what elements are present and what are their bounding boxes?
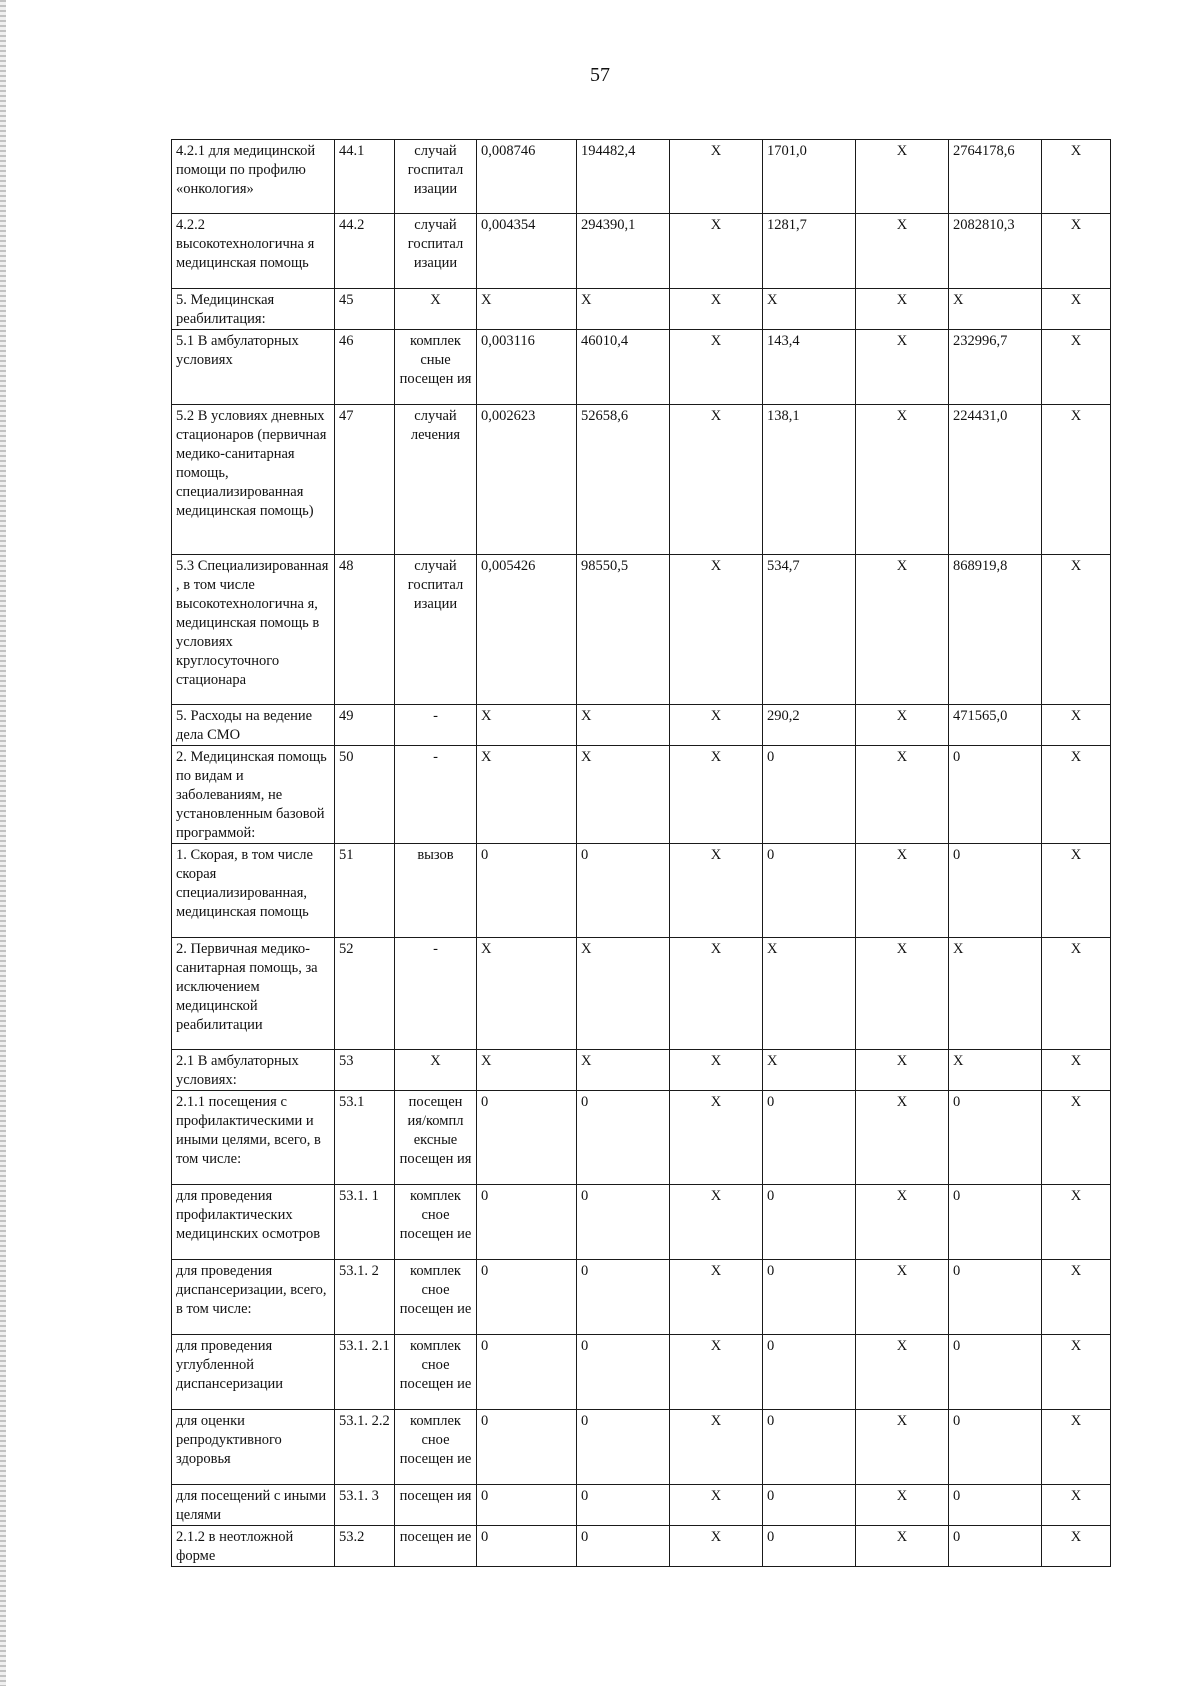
row-name: 2.1.1 посещения с профилактическими и иными целями, всего, в том числе: [172, 1091, 335, 1185]
cell-per-capita-budget: Х [670, 1410, 763, 1485]
row-unit: случай госпитал изации [395, 555, 477, 705]
row-code: 51 [335, 844, 395, 938]
cell-share: Х [1042, 1091, 1111, 1185]
row-code: 53.1. 3 [335, 1485, 395, 1526]
cell-total-budget: Х [856, 289, 949, 330]
row-unit: - [395, 938, 477, 1050]
cell-share: Х [1042, 1260, 1111, 1335]
row-name: 5.1 В амбулаторных условиях [172, 330, 335, 405]
row-unit: - [395, 746, 477, 844]
row-name: 4.2.2 высокотехнологична я медицинская помощь [172, 214, 335, 289]
cell-per-capita-oms: 534,7 [763, 555, 856, 705]
cell-total-oms: 0 [949, 1091, 1042, 1185]
cell-total-budget: Х [856, 1050, 949, 1091]
cell-share: Х [1042, 705, 1111, 746]
row-name: 5.3 Специализированная , в том числе высокотехнологична я, медицинская помощь в условиях круглосуточного стационара [172, 555, 335, 705]
cell-standard-volume: 0 [477, 1485, 577, 1526]
row-name: 2. Медицинская помощь по видам и заболеваниям, не установленным базовой программой: [172, 746, 335, 844]
row-name: 1. Скорая, в том числе скорая специализированная, медицинская помощь [172, 844, 335, 938]
cell-share: Х [1042, 405, 1111, 555]
cell-total-oms: 2764178,6 [949, 140, 1042, 214]
cell-cost-per-unit: 98550,5 [577, 555, 670, 705]
row-name: для проведения углубленной диспансеризации [172, 1335, 335, 1410]
cell-per-capita-oms: 1281,7 [763, 214, 856, 289]
cell-standard-volume: 0 [477, 1260, 577, 1335]
row-unit: комплек сные посещен ия [395, 330, 477, 405]
row-code: 53.1. 2.2 [335, 1410, 395, 1485]
cell-cost-per-unit: 0 [577, 1485, 670, 1526]
row-unit: комплек сное посещен ие [395, 1335, 477, 1410]
cell-total-oms: Х [949, 938, 1042, 1050]
table-row [172, 705, 1111, 746]
row-unit: вызов [395, 844, 477, 938]
cell-share: Х [1042, 289, 1111, 330]
row-code: 53 [335, 1050, 395, 1091]
cell-per-capita-budget: Х [670, 938, 763, 1050]
cell-total-budget: Х [856, 140, 949, 214]
table-row [172, 844, 1111, 938]
cell-total-oms: 0 [949, 746, 1042, 844]
cell-total-oms: 0 [949, 844, 1042, 938]
table-body [172, 140, 1111, 1567]
cell-standard-volume: 0,002623 [477, 405, 577, 555]
cell-cost-per-unit: 0 [577, 1526, 670, 1567]
table-row [172, 214, 1111, 289]
cell-total-oms: 2082810,3 [949, 214, 1042, 289]
cell-cost-per-unit: 194482,4 [577, 140, 670, 214]
row-code: 53.1. 2 [335, 1260, 395, 1335]
cell-per-capita-oms: 143,4 [763, 330, 856, 405]
cell-per-capita-oms: 0 [763, 1091, 856, 1185]
row-unit: случай госпитал изации [395, 140, 477, 214]
cell-per-capita-budget: Х [670, 405, 763, 555]
cell-standard-volume: 0 [477, 1335, 577, 1410]
cell-per-capita-budget: Х [670, 1260, 763, 1335]
row-code: 53.1. 2.1 [335, 1335, 395, 1410]
cell-total-budget: Х [856, 746, 949, 844]
cell-per-capita-oms: 0 [763, 1410, 856, 1485]
cell-standard-volume: Х [477, 289, 577, 330]
cell-share: Х [1042, 214, 1111, 289]
cell-standard-volume: Х [477, 1050, 577, 1091]
row-code: 52 [335, 938, 395, 1050]
table-row [172, 1485, 1111, 1526]
cell-per-capita-oms: Х [763, 289, 856, 330]
cell-share: Х [1042, 1185, 1111, 1260]
row-unit: комплек сное посещен ие [395, 1410, 477, 1485]
row-code: 47 [335, 405, 395, 555]
cell-per-capita-budget: Х [670, 1335, 763, 1410]
cell-standard-volume: 0,008746 [477, 140, 577, 214]
page-number: 57 [590, 64, 610, 86]
cell-share: Х [1042, 938, 1111, 1050]
cell-per-capita-oms: 0 [763, 1526, 856, 1567]
row-name: 2. Первичная медико-санитарная помощь, за исключением медицинской реабилитации [172, 938, 335, 1050]
cell-total-oms: 224431,0 [949, 405, 1042, 555]
cell-standard-volume: 0 [477, 1410, 577, 1485]
row-code: 48 [335, 555, 395, 705]
cell-per-capita-oms: 0 [763, 1260, 856, 1335]
row-unit: посещен ие [395, 1526, 477, 1567]
table-row [172, 555, 1111, 705]
cell-standard-volume: 0 [477, 1526, 577, 1567]
cell-per-capita-budget: Х [670, 844, 763, 938]
cell-share: Х [1042, 140, 1111, 214]
cell-standard-volume: 0,005426 [477, 555, 577, 705]
row-name: 5.2 В условиях дневных стационаров (первичная медико-санитарная помощь, специализированная медицинская помощь) [172, 405, 335, 555]
row-unit: комплек сное посещен ие [395, 1185, 477, 1260]
cell-per-capita-budget: Х [670, 1185, 763, 1260]
cell-per-capita-oms: 0 [763, 746, 856, 844]
cell-total-budget: Х [856, 1335, 949, 1410]
row-unit: - [395, 705, 477, 746]
cell-share: Х [1042, 555, 1111, 705]
row-code: 53.1. 1 [335, 1185, 395, 1260]
row-code: 50 [335, 746, 395, 844]
cell-per-capita-budget: Х [670, 1485, 763, 1526]
cell-cost-per-unit: 46010,4 [577, 330, 670, 405]
cell-per-capita-budget: Х [670, 289, 763, 330]
table-row [172, 289, 1111, 330]
row-unit: случай госпитал изации [395, 214, 477, 289]
cell-per-capita-budget: Х [670, 330, 763, 405]
table-row [172, 1185, 1111, 1260]
cell-cost-per-unit: 52658,6 [577, 405, 670, 555]
row-name: 5. Медицинская реабилитация: [172, 289, 335, 330]
cell-total-oms: Х [949, 289, 1042, 330]
row-code: 46 [335, 330, 395, 405]
row-code: 44.2 [335, 214, 395, 289]
cell-total-budget: Х [856, 214, 949, 289]
cell-cost-per-unit: 0 [577, 1335, 670, 1410]
cell-total-oms: 0 [949, 1260, 1042, 1335]
cell-cost-per-unit: Х [577, 1050, 670, 1091]
data-table [171, 139, 1111, 1567]
cell-share: Х [1042, 1526, 1111, 1567]
scan-edge [0, 0, 6, 1686]
cell-per-capita-oms: 0 [763, 1335, 856, 1410]
cell-standard-volume: 0 [477, 1091, 577, 1185]
cell-total-oms: 0 [949, 1185, 1042, 1260]
cell-share: Х [1042, 1050, 1111, 1091]
cell-cost-per-unit: 0 [577, 1260, 670, 1335]
cell-per-capita-budget: Х [670, 1050, 763, 1091]
cell-total-budget: Х [856, 844, 949, 938]
table-row [172, 330, 1111, 405]
row-name: для проведения профилактических медицинских осмотров [172, 1185, 335, 1260]
table-row [172, 140, 1111, 214]
cell-share: Х [1042, 1410, 1111, 1485]
cell-total-oms: 0 [949, 1526, 1042, 1567]
row-unit: посещен ия [395, 1485, 477, 1526]
row-code: 45 [335, 289, 395, 330]
cell-per-capita-budget: Х [670, 214, 763, 289]
cell-total-budget: Х [856, 1091, 949, 1185]
cell-total-oms: 868919,8 [949, 555, 1042, 705]
cell-total-oms: 0 [949, 1485, 1042, 1526]
cell-standard-volume: Х [477, 705, 577, 746]
cell-per-capita-budget: Х [670, 1526, 763, 1567]
cell-per-capita-oms: 138,1 [763, 405, 856, 555]
cell-per-capita-oms: 0 [763, 1485, 856, 1526]
cell-total-oms: 232996,7 [949, 330, 1042, 405]
cell-cost-per-unit: Х [577, 938, 670, 1050]
table-row [172, 938, 1111, 1050]
cell-per-capita-budget: Х [670, 555, 763, 705]
row-name: 2.1 В амбулаторных условиях: [172, 1050, 335, 1091]
cell-share: Х [1042, 330, 1111, 405]
cell-cost-per-unit: 0 [577, 1410, 670, 1485]
row-name: для посещений с иными целями [172, 1485, 335, 1526]
cell-total-budget: Х [856, 1185, 949, 1260]
cell-total-budget: Х [856, 555, 949, 705]
table-row [172, 1050, 1111, 1091]
cell-total-oms: 0 [949, 1410, 1042, 1485]
row-name: 2.1.2 в неотложной форме [172, 1526, 335, 1567]
cell-standard-volume: 0 [477, 1185, 577, 1260]
cell-per-capita-oms: 0 [763, 1185, 856, 1260]
cell-cost-per-unit: 0 [577, 1091, 670, 1185]
cell-total-oms: Х [949, 1050, 1042, 1091]
cell-share: Х [1042, 746, 1111, 844]
table-row [172, 1410, 1111, 1485]
cell-total-budget: Х [856, 330, 949, 405]
cell-total-budget: Х [856, 1410, 949, 1485]
cell-per-capita-budget: Х [670, 1091, 763, 1185]
cell-per-capita-oms: Х [763, 1050, 856, 1091]
cell-standard-volume: 0,003116 [477, 330, 577, 405]
row-code: 53.2 [335, 1526, 395, 1567]
cell-per-capita-oms: 0 [763, 844, 856, 938]
cell-total-budget: Х [856, 938, 949, 1050]
cell-total-budget: Х [856, 1485, 949, 1526]
cell-total-budget: Х [856, 705, 949, 746]
cell-per-capita-budget: Х [670, 705, 763, 746]
table-row [172, 1260, 1111, 1335]
row-name: 5. Расходы на ведение дела СМО [172, 705, 335, 746]
row-code: 49 [335, 705, 395, 746]
cell-standard-volume: 0,004354 [477, 214, 577, 289]
cell-total-budget: Х [856, 1526, 949, 1567]
cell-total-budget: Х [856, 1260, 949, 1335]
cell-standard-volume: Х [477, 746, 577, 844]
table-row [172, 1091, 1111, 1185]
table-row [172, 1335, 1111, 1410]
cell-per-capita-budget: Х [670, 140, 763, 214]
cell-per-capita-oms: 1701,0 [763, 140, 856, 214]
row-unit: Х [395, 289, 477, 330]
table-row [172, 405, 1111, 555]
cell-per-capita-budget: Х [670, 746, 763, 844]
row-unit: посещен ия/компл ексные посещен ия [395, 1091, 477, 1185]
cell-standard-volume: Х [477, 938, 577, 1050]
cell-cost-per-unit: Х [577, 289, 670, 330]
cell-share: Х [1042, 844, 1111, 938]
row-unit: комплек сное посещен ие [395, 1260, 477, 1335]
cell-cost-per-unit: 0 [577, 844, 670, 938]
cell-per-capita-oms: Х [763, 938, 856, 1050]
table-row [172, 746, 1111, 844]
row-name: для оценки репродуктивного здоровья [172, 1410, 335, 1485]
cell-cost-per-unit: Х [577, 746, 670, 844]
cell-standard-volume: 0 [477, 844, 577, 938]
row-name: 4.2.1 для медицинской помощи по профилю «онкология» [172, 140, 335, 214]
row-code: 53.1 [335, 1091, 395, 1185]
cell-per-capita-oms: 290,2 [763, 705, 856, 746]
cell-share: Х [1042, 1485, 1111, 1526]
cell-cost-per-unit: 0 [577, 1185, 670, 1260]
cell-share: Х [1042, 1335, 1111, 1410]
row-code: 44.1 [335, 140, 395, 214]
cell-total-oms: 0 [949, 1335, 1042, 1410]
cell-cost-per-unit: Х [577, 705, 670, 746]
row-name: для проведения диспансеризации, всего, в том числе: [172, 1260, 335, 1335]
cell-total-oms: 471565,0 [949, 705, 1042, 746]
row-unit: Х [395, 1050, 477, 1091]
cell-cost-per-unit: 294390,1 [577, 214, 670, 289]
row-unit: случай лечения [395, 405, 477, 555]
cell-total-budget: Х [856, 405, 949, 555]
table-row [172, 1526, 1111, 1567]
